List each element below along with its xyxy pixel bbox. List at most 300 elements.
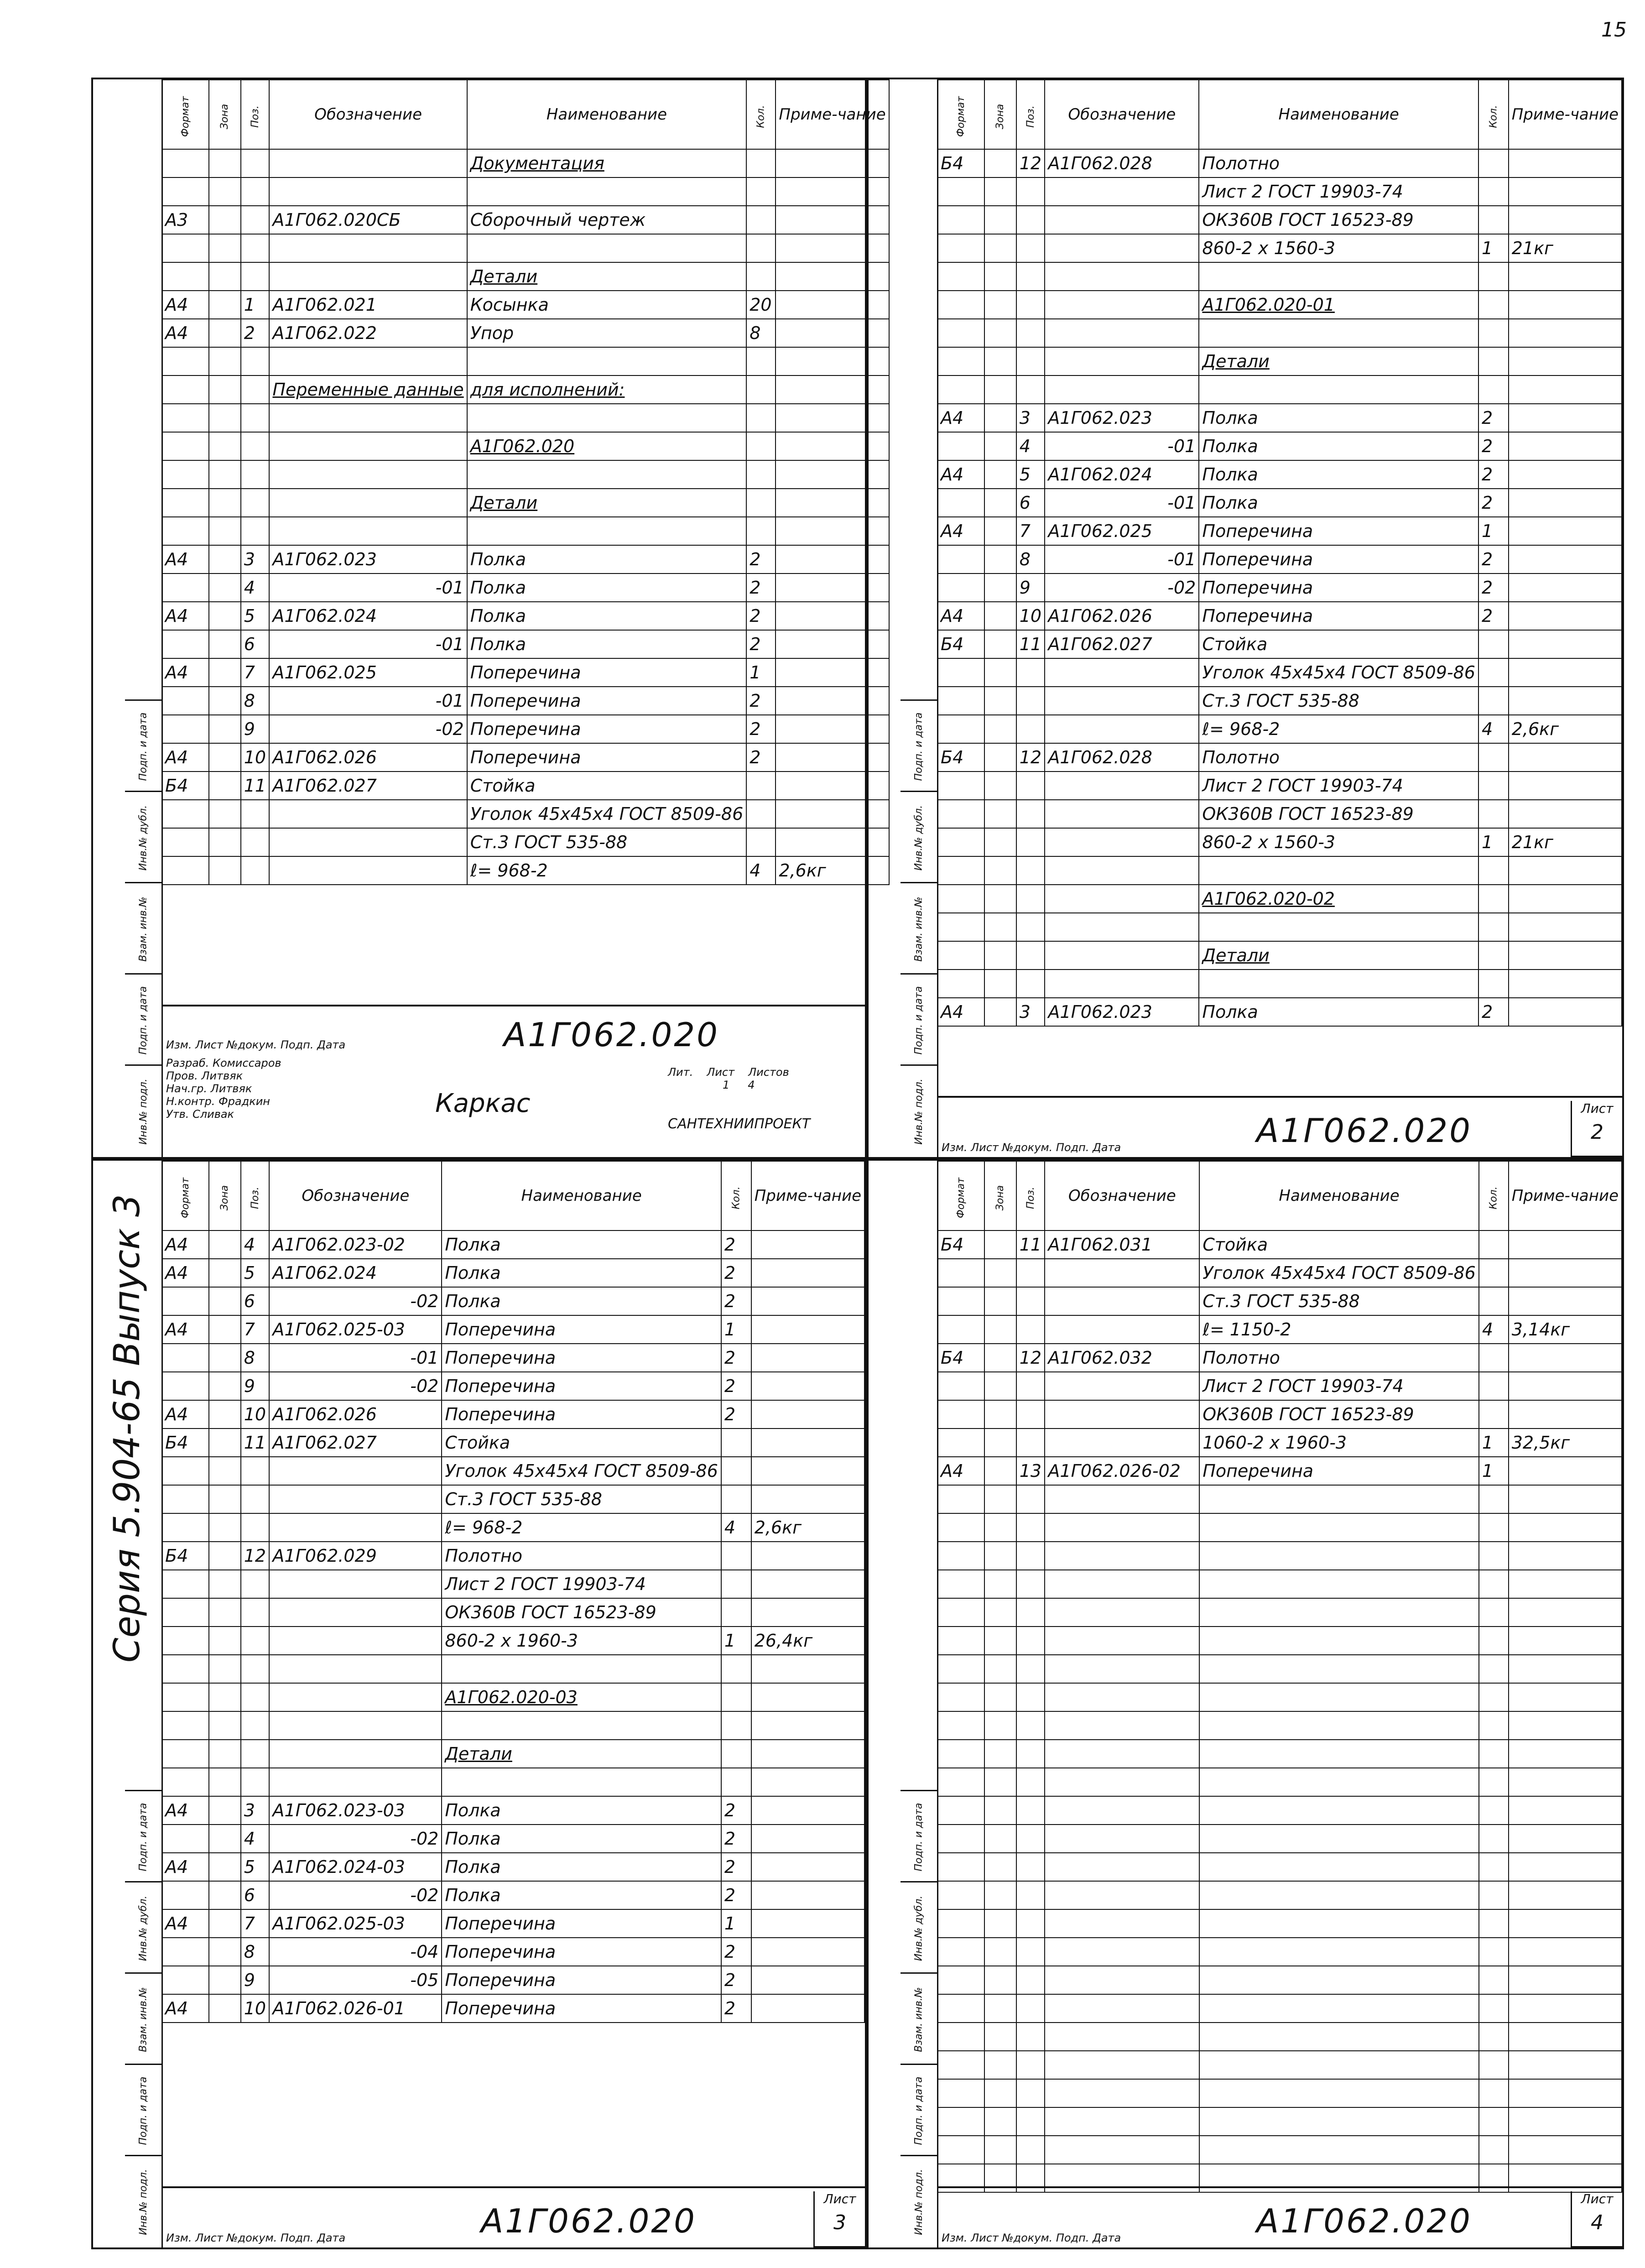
cell-designation (1045, 658, 1199, 687)
cell-qty (1478, 743, 1509, 772)
cell-name: Полка (442, 1259, 721, 1287)
table-header-row (937, 1161, 1622, 1230)
cell-designation: А1Г062.023 (269, 545, 467, 574)
table-row (162, 517, 889, 545)
cell-pos (1016, 1711, 1045, 1740)
cell-format (162, 1287, 209, 1315)
cell-qty (746, 206, 776, 234)
cell-note (1509, 885, 1622, 913)
cell-note (751, 1429, 864, 1457)
cell-pos: 11 (241, 1429, 270, 1457)
table-row (162, 1655, 864, 1683)
cell-pos: 7 (241, 658, 270, 687)
table-row (162, 630, 889, 658)
cell-note (1509, 658, 1622, 687)
table-row (937, 489, 1622, 517)
cell-qty: 1 (746, 658, 776, 687)
cell-qty (1478, 687, 1509, 715)
cell-designation (269, 262, 467, 291)
table-row (937, 1909, 1622, 1938)
cell-pos (1016, 1881, 1045, 1909)
specification-table (161, 79, 890, 885)
cell-designation (1045, 856, 1199, 885)
cell-designation: А1Г062.024 (269, 602, 467, 630)
cell-designation: А1Г062.026-02 (1045, 1457, 1199, 1485)
cell-name: Поперечина (442, 1966, 721, 1994)
cell-name: Упор (467, 319, 747, 347)
cell-name: Поперечина (442, 1372, 721, 1400)
cell-note (1509, 545, 1622, 574)
cell-pos (1016, 319, 1045, 347)
drawing-title: Каркас (435, 1089, 531, 1118)
cell-zone (984, 347, 1016, 375)
cell-note (1509, 2079, 1622, 2107)
cell-pos (1016, 1542, 1045, 1570)
cell-designation (1045, 1570, 1199, 1598)
sidebar-field-label: Подп. и дата (137, 712, 149, 781)
cell-qty: 2 (1478, 489, 1509, 517)
cell-designation: А1Г062.023-03 (269, 1796, 442, 1825)
table-row (162, 743, 889, 772)
sheet-label: Лист (823, 2191, 856, 2206)
header-designation: Обозначение (1045, 80, 1199, 149)
cell-name: Поперечина (442, 1400, 721, 1429)
cell-designation (1045, 1315, 1199, 1344)
cell-name (1199, 1909, 1479, 1938)
sidebar-field-label: Подп. и дата (137, 1803, 149, 1871)
cell-qty (721, 1711, 751, 1740)
cell-name (442, 1768, 721, 1796)
cell-zone (984, 1457, 1016, 1485)
cell-format (162, 234, 209, 262)
table-row (937, 206, 1622, 234)
cell-pos (1016, 970, 1045, 998)
cell-qty (1478, 177, 1509, 206)
cell-designation: А1Г062.028 (1045, 149, 1199, 177)
cell-name: Ст.3 ГОСТ 535-88 (1199, 687, 1478, 715)
signature-row: Нач.гр. Литвяк (166, 1082, 252, 1095)
table-row (937, 517, 1622, 545)
cell-zone (984, 432, 1016, 460)
cell-designation: -01 (269, 1344, 442, 1372)
cell-pos: 10 (241, 1994, 270, 2023)
table-row (937, 1570, 1622, 1598)
table-row (162, 1259, 864, 1287)
cell-pos (241, 234, 270, 262)
cell-designation (1045, 1909, 1199, 1938)
cell-qty (721, 1485, 751, 1513)
cell-note (751, 1881, 864, 1909)
cell-pos: 6 (241, 1881, 270, 1909)
cell-format (937, 800, 984, 828)
cell-qty (1478, 630, 1509, 658)
cell-name: ОК360В ГОСТ 16523-89 (1199, 800, 1478, 828)
cell-designation (269, 856, 467, 885)
cell-name: 860-2 х 1960-3 (442, 1627, 721, 1655)
drawing-code: А1Г062.020 (504, 1016, 719, 1054)
cell-name: Уголок 45х45х4 ГОСТ 8509-86 (1199, 658, 1478, 687)
cell-format (162, 1485, 209, 1513)
cell-format (937, 2136, 984, 2164)
cell-pos: 4 (241, 574, 270, 602)
cell-qty (1479, 1570, 1509, 1598)
cell-name: Полка (1199, 489, 1478, 517)
cell-qty: 2 (721, 1372, 751, 1400)
cell-format (937, 687, 984, 715)
table-row (162, 1683, 864, 1711)
cell-designation: А1Г062.027 (269, 1429, 442, 1457)
table-row (937, 658, 1622, 687)
cell-name: Полка (442, 1230, 721, 1259)
cell-format (937, 1853, 984, 1881)
cell-designation (1045, 206, 1199, 234)
header-name: Наименование (1199, 80, 1478, 149)
cell-pos (1016, 2051, 1045, 2079)
table-row (162, 1287, 864, 1315)
cell-designation: А1Г062.022 (269, 319, 467, 347)
cell-zone (209, 658, 240, 687)
table-row (937, 1287, 1622, 1315)
cell-qty (1478, 941, 1509, 970)
cell-qty (1478, 206, 1509, 234)
table-row (937, 2023, 1622, 2051)
table-row (937, 1429, 1622, 1457)
cell-pos (1016, 291, 1045, 319)
cell-pos: 6 (1016, 489, 1045, 517)
cell-format: Б4 (162, 1542, 209, 1570)
cell-zone (984, 2136, 1016, 2164)
cell-qty (1479, 1825, 1509, 1853)
cell-note (1509, 630, 1622, 658)
cell-qty: 2 (746, 687, 776, 715)
cell-designation (1045, 1598, 1199, 1627)
cell-format (937, 1740, 984, 1768)
cell-note (751, 1259, 864, 1287)
cell-note (1509, 998, 1622, 1026)
cell-name: Полка (467, 545, 747, 574)
cell-format (162, 1513, 209, 1542)
cell-qty: 1 (1479, 1457, 1509, 1485)
header-designation: Обозначение (269, 80, 467, 149)
cell-qty (1479, 1711, 1509, 1740)
sidebar-field (125, 2064, 161, 2156)
cell-zone (209, 319, 240, 347)
cell-note (1509, 1825, 1622, 1853)
cell-designation (269, 800, 467, 828)
cell-note (1509, 149, 1622, 177)
cell-name (1199, 1513, 1479, 1542)
cell-format (162, 715, 209, 743)
cell-pos (1016, 1315, 1045, 1344)
cell-pos: 8 (241, 687, 270, 715)
cell-pos (1016, 1796, 1045, 1825)
cell-note: 2,6кг (776, 856, 889, 885)
cell-format (937, 489, 984, 517)
cell-designation: А1Г062.031 (1045, 1230, 1199, 1259)
cell-name: Сборочный чертеж (467, 206, 747, 234)
cell-qty (1479, 1259, 1509, 1287)
cell-format: Б4 (937, 630, 984, 658)
sheet-sidebar (869, 79, 938, 1157)
cell-name: ℓ= 968-2 (442, 1513, 721, 1542)
cell-format (162, 404, 209, 432)
cell-note (1509, 206, 1622, 234)
cell-note (751, 1683, 864, 1711)
cell-pos (1016, 1938, 1045, 1966)
table-row (937, 687, 1622, 715)
cell-note (1509, 1400, 1622, 1429)
cell-zone (209, 602, 240, 630)
cell-format (937, 2079, 984, 2107)
cell-designation: А1Г062.025 (1045, 517, 1199, 545)
cell-zone (984, 913, 1016, 941)
cell-format (937, 1909, 984, 1938)
cell-qty: 20 (746, 291, 776, 319)
cell-name: 860-2 х 1560-3 (1199, 828, 1478, 856)
cell-pos (241, 177, 270, 206)
sheet-info-list: Лист (707, 1066, 735, 1079)
cell-zone (984, 177, 1016, 206)
cell-designation (1045, 2051, 1199, 2079)
cell-name: Детали (467, 489, 747, 517)
cell-name: А1Г062.020 (467, 432, 747, 460)
drawing-code: А1Г062.020 (1256, 2202, 1472, 2240)
cell-note (751, 1400, 864, 1429)
cell-qty (1479, 2051, 1509, 2079)
table-header-row (162, 1161, 864, 1230)
cell-pos (1016, 1655, 1045, 1683)
cell-designation (269, 1627, 442, 1655)
cell-zone (209, 177, 240, 206)
table-row (937, 2051, 1622, 2079)
cell-note (751, 1230, 864, 1259)
cell-designation: -02 (269, 1881, 442, 1909)
cell-pos: 13 (1016, 1457, 1045, 1485)
sidebar-field (125, 699, 161, 792)
table-row (162, 234, 889, 262)
table-row (162, 1457, 864, 1485)
cell-zone (984, 545, 1016, 574)
cell-note (1509, 319, 1622, 347)
cell-qty (1478, 658, 1509, 687)
cell-qty (1478, 800, 1509, 828)
table-row (162, 1909, 864, 1938)
sidebar-field (125, 1972, 161, 2065)
cell-qty (1478, 291, 1509, 319)
table-row (162, 291, 889, 319)
title-block (937, 2186, 1622, 2247)
cell-designation: А1Г062.024 (1045, 460, 1199, 489)
cell-name: Полотно (1199, 149, 1478, 177)
cell-zone (209, 1853, 240, 1881)
cell-zone (984, 1683, 1016, 1711)
sidebar-field (125, 882, 161, 975)
table-row (162, 149, 889, 177)
cell-qty: 2 (1478, 545, 1509, 574)
cell-pos (241, 489, 270, 517)
table-row (937, 1740, 1622, 1768)
sheet-number-box (813, 2191, 865, 2247)
cell-name (442, 1655, 721, 1683)
cell-designation (269, 460, 467, 489)
table-row (162, 602, 889, 630)
cell-pos (1016, 658, 1045, 687)
cell-zone (984, 1344, 1016, 1372)
cell-qty (721, 1768, 751, 1796)
cell-name (1199, 970, 1478, 998)
cell-designation: -05 (269, 1966, 442, 1994)
cell-designation (269, 149, 467, 177)
cell-designation: А1Г062.026 (1045, 602, 1199, 630)
cell-name: Поперечина (467, 658, 747, 687)
cell-format: Б4 (162, 1429, 209, 1457)
cell-name: Полка (442, 1287, 721, 1315)
cell-designation (1045, 1400, 1199, 1429)
table-row (937, 998, 1622, 1026)
cell-zone (984, 1513, 1016, 1542)
table-row (937, 234, 1622, 262)
table-row (162, 489, 889, 517)
cell-zone (984, 715, 1016, 743)
cell-pos (241, 375, 270, 404)
cell-pos (241, 517, 270, 545)
cell-name: Полка (467, 602, 747, 630)
drawing-code: А1Г062.020 (481, 2202, 697, 2240)
table-row (937, 1768, 1622, 1796)
cell-name: Уголок 45х45х4 ГОСТ 8509-86 (442, 1457, 721, 1485)
cell-zone (984, 375, 1016, 404)
signature-row: Н.контр. Фрадкин (166, 1095, 270, 1108)
cell-name: Детали (442, 1740, 721, 1768)
table-row (162, 1570, 864, 1598)
cell-designation (269, 404, 467, 432)
cell-note (1509, 743, 1622, 772)
sidebar-field-label: Инв.№ подл. (137, 1078, 149, 1145)
cell-name: для исполнений: (467, 375, 747, 404)
table-row (937, 460, 1622, 489)
cell-name: А1Г062.020-03 (442, 1683, 721, 1711)
cell-designation (269, 517, 467, 545)
cell-name (1199, 1655, 1479, 1683)
cell-pos: 8 (1016, 545, 1045, 574)
cell-format (937, 177, 984, 206)
cell-format: А4 (162, 1230, 209, 1259)
cell-pos (1016, 1825, 1045, 1853)
cell-name (467, 177, 747, 206)
sidebar-field-label: Подп. и дата (913, 712, 925, 781)
cell-pos (1016, 1400, 1045, 1429)
header-qty: Кол. (1479, 1161, 1509, 1230)
table-row (937, 1711, 1622, 1740)
table-row (162, 1740, 864, 1768)
cell-note (1509, 262, 1622, 291)
cell-note (751, 1372, 864, 1400)
cell-name: Поперечина (442, 1315, 721, 1344)
cell-name (467, 517, 747, 545)
cell-pos (1016, 1570, 1045, 1598)
cell-name (1199, 1683, 1479, 1711)
cell-format (162, 856, 209, 885)
cell-zone (984, 1711, 1016, 1740)
cell-qty: 4 (721, 1513, 751, 1542)
cell-qty (721, 1457, 751, 1485)
table-row (937, 1485, 1622, 1513)
cell-format (937, 658, 984, 687)
cell-pos (241, 1570, 270, 1598)
cell-qty (746, 772, 776, 800)
cell-pos (1016, 2023, 1045, 2051)
cell-pos (241, 149, 270, 177)
table-row (937, 1825, 1622, 1853)
cell-name: Стойка (442, 1429, 721, 1457)
cell-pos (241, 1711, 270, 1740)
cell-zone (209, 1768, 240, 1796)
header-qty: Кол. (1478, 80, 1509, 149)
cell-pos: 1 (241, 291, 270, 319)
cell-format (162, 1740, 209, 1768)
header-format: Формат (937, 1161, 984, 1230)
header-format: Формат (162, 1161, 209, 1230)
table-row (937, 404, 1622, 432)
cell-zone (984, 574, 1016, 602)
cell-zone (209, 772, 240, 800)
cell-note (751, 1853, 864, 1881)
cell-designation (1045, 1627, 1199, 1655)
cell-pos: 3 (1016, 404, 1045, 432)
sidebar-field-label: Подп. и дата (913, 986, 925, 1054)
cell-pos: 5 (241, 1259, 270, 1287)
cell-note: 32,5кг (1509, 1429, 1622, 1457)
cell-pos (241, 800, 270, 828)
cell-qty (1479, 1966, 1509, 1994)
cell-pos (1016, 885, 1045, 913)
cell-designation (1045, 1372, 1199, 1400)
table-row (162, 772, 889, 800)
cell-note (751, 1740, 864, 1768)
cell-format (937, 1768, 984, 1796)
table-row (937, 574, 1622, 602)
cell-name (1199, 319, 1478, 347)
cell-name: Поперечина (467, 743, 747, 772)
cell-zone (984, 404, 1016, 432)
cell-qty (746, 828, 776, 856)
cell-zone (984, 885, 1016, 913)
cell-designation (1045, 1768, 1199, 1796)
revision-columns: Изм. Лист №докум. Подп. Дата (942, 1141, 1121, 1154)
table-row (937, 1230, 1622, 1259)
cell-qty (746, 177, 776, 206)
sidebar-field (901, 882, 937, 975)
cell-zone (209, 1513, 240, 1542)
cell-name: Ст.3 ГОСТ 535-88 (442, 1485, 721, 1513)
cell-note (1509, 970, 1622, 998)
sidebar-field-label: Взам. инв.№ (913, 1986, 925, 2052)
cell-qty (1478, 970, 1509, 998)
cell-pos (1016, 1768, 1045, 1796)
table-row (162, 460, 889, 489)
cell-format: Б4 (937, 1230, 984, 1259)
cell-zone (984, 772, 1016, 800)
cell-zone (209, 1542, 240, 1570)
cell-format (937, 1825, 984, 1853)
cell-zone (984, 800, 1016, 828)
title-block (937, 1096, 1622, 1157)
sheet-1 (91, 78, 886, 1159)
cell-name (1199, 1853, 1479, 1881)
cell-note (1509, 1344, 1622, 1372)
sidebar-field (125, 1881, 161, 1974)
cell-pos: 9 (241, 715, 270, 743)
